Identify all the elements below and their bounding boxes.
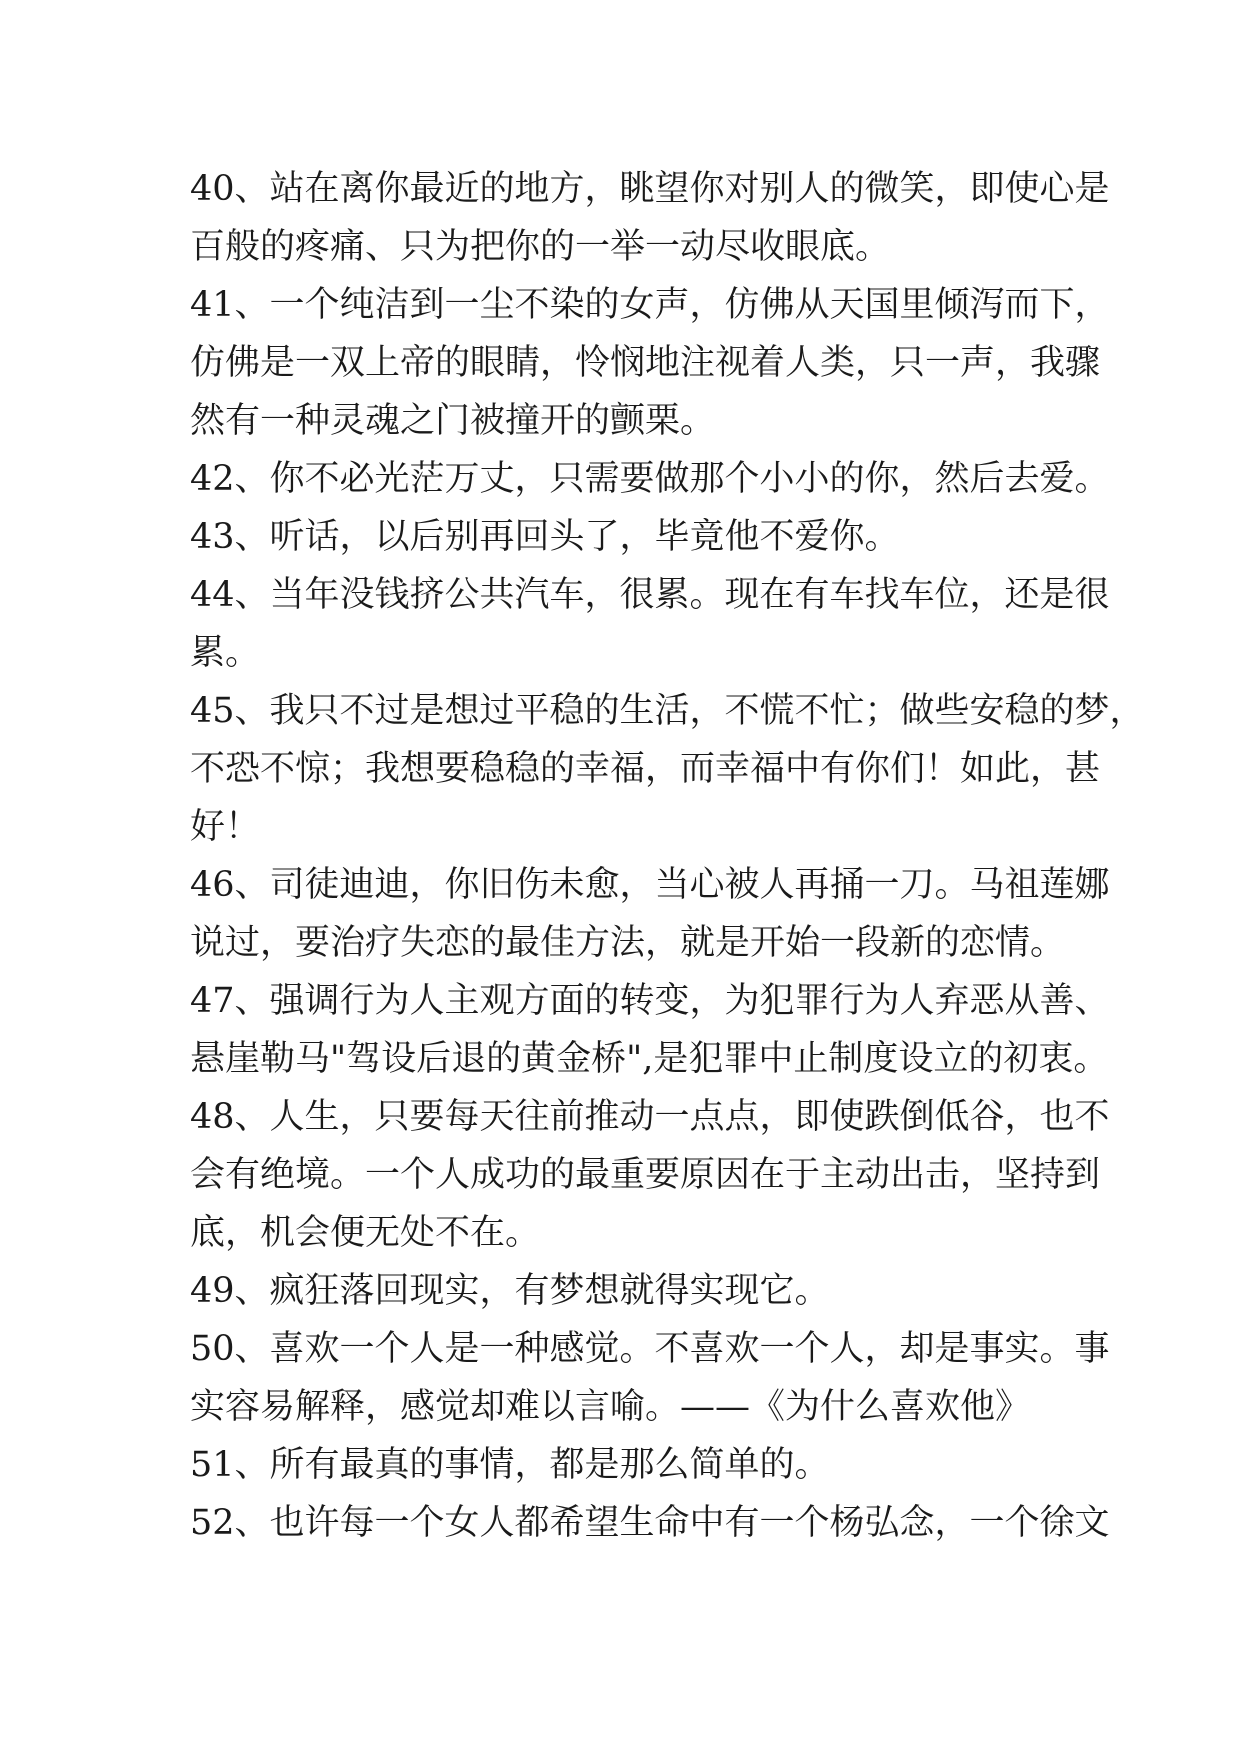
text-line: 45、我只不过是想过平稳的生活，不慌不忙；做些安稳的梦，: [190, 691, 1145, 731]
text-line: 42、你不必光茫万丈，只需要做那个小小的你，然后去爱。: [190, 459, 1110, 499]
text-line: 41、一个纯洁到一尘不染的女声，仿佛从天国里倾泻而下，: [190, 285, 1110, 325]
text-line: 底，机会便无处不在。: [190, 1213, 541, 1253]
text-line: 50、喜欢一个人是一种感觉。不喜欢一个人，却是事实。事: [190, 1329, 1110, 1369]
text-line: 仿佛是一双上帝的眼睛，怜悯地注视着人类，只一声，我骤: [190, 343, 1101, 383]
text-line: 悬崖勒马"驾设后退的黄金桥",是犯罪中止制度设立的初衷。: [190, 1039, 1109, 1079]
text-line: 百般的疼痛、只为把你的一举一动尽收眼底。: [190, 227, 891, 267]
text-line: 52、也许每一个女人都希望生命中有一个杨弘念，一个徐文: [190, 1503, 1110, 1543]
text-line: 然有一种灵魂之门被撞开的颤栗。: [190, 401, 716, 441]
text-line: 51、所有最真的事情，都是那么简单的。: [190, 1445, 830, 1485]
text-line: 47、强调行为人主观方面的转变，为犯罪行为人弃恶从善、: [190, 981, 1110, 1021]
text-line: 实容易解释，感觉却难以言喻。——《为什么喜欢他》: [190, 1387, 1031, 1427]
text-line: 48、人生，只要每天往前推动一点点，即使跌倒低谷，也不: [190, 1097, 1110, 1137]
text-line: 44、当年没钱挤公共汽车，很累。现在有车找车位，还是很: [190, 575, 1110, 615]
text-line: 说过，要治疗失恋的最佳方法，就是开始一段新的恋情。: [190, 923, 1066, 963]
document-body: [190, 160, 1145, 1552]
text-line: 46、司徒迪迪，你旧伤未愈，当心被人再捅一刀。马祖莲娜: [190, 865, 1110, 905]
text-line: 43、听话，以后别再回头了，毕竟他不爱你。: [190, 517, 900, 557]
text-line: 会有绝境。一个人成功的最重要原因在于主动出击，坚持到: [190, 1155, 1101, 1195]
text-line: 累。: [190, 633, 261, 673]
text-line: 好！: [190, 807, 261, 847]
text-line: 不恐不惊；我想要稳稳的幸福，而幸福中有你们！如此，甚: [190, 749, 1101, 789]
text-line: 49、疯狂落回现实，有梦想就得实现它。: [190, 1271, 830, 1311]
text-line: 40、站在离你最近的地方，眺望你对别人的微笑，即使心是: [190, 169, 1110, 209]
